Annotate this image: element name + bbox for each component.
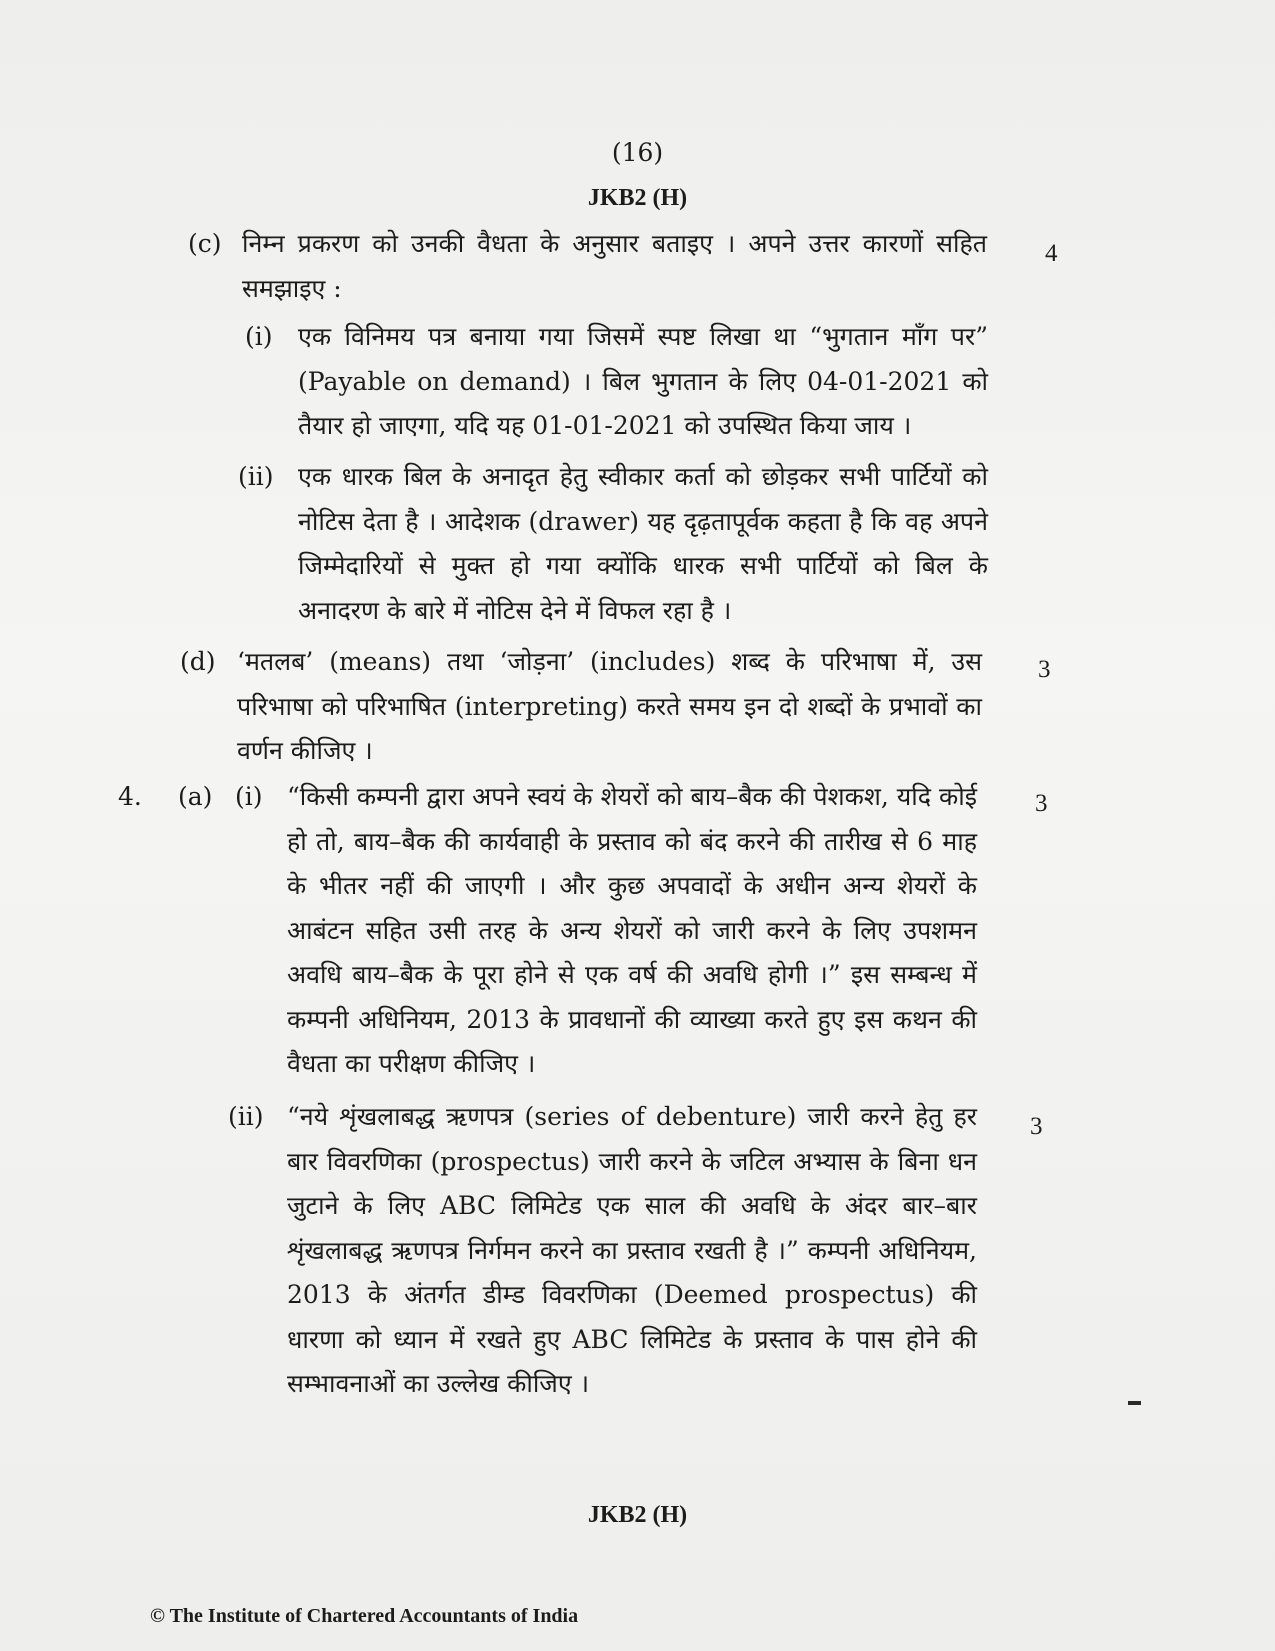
paper-code-footer: JKB2 (H) [587, 1502, 688, 1528]
subquestion-label-c-i: (i) [245, 322, 273, 351]
marks-c: 4 [1045, 240, 1058, 267]
question-number-4: 4. [118, 782, 142, 811]
marks-d: 3 [1038, 656, 1051, 683]
subquestion-c-ii-text: एक धारक बिल के अनादृत हेतु स्वीकार कर्ता को छोड़कर सभी पार्टियों को नोटिस देता है । आदेशक (drawer) यह दृढ़तापूर्वक कहता है कि वह अपने जिम्मेदारियों से मुक्त हो गया क्योंकि धारक सभी पार्टियों को बिल के अनादरण के बारे में नोटिस देने में विफल रहा है । [298, 462, 988, 625]
copyright-notice: © The Institute of Chartered Accountants of India [150, 1605, 579, 1627]
question-label-c: (c) [188, 229, 222, 258]
question-c-text: निम्न प्रकरण को उनकी वैधता के अनुसार बताइए । अपने उत्तर कारणों सहित समझाइए : [242, 229, 987, 303]
marks-4a-i: 3 [1035, 790, 1048, 817]
subquestion-4a-ii-text: “नये शृंखलाबद्ध ऋणपत्र (series of debenture) जारी करने हेतु हर बार विवरणिका (prospectus) जारी करने के जटिल अभ्यास के बिना धन जुटाने के लिए ABC लिमिटेड एक साल की अवधि के अंदर बार–बार शृंखलाबद्ध ऋणपत्र निर्गमन करने का प्रस्ताव रखती है ।” कम्पनी अधिनियम, 2013 के अंतर्गत डीम्ड विवरणिका (Deemed prospectus) की धारणा को ध्यान में रखते हुए ABC लिमिटेड के प्रस्ताव के पास होने की सम्भावनाओं का उल्लेख कीजिए । [287, 1102, 977, 1398]
question-label-d: (d) [180, 647, 216, 676]
question-d-text: ‘मतलब’ (means) तथा ‘जोड़ना’ (includes) शब्द के परिभाषा में, उस परिभाषा को परिभाषित (interpreting) करते समय इन दो शब्दों के प्रभावों का वर्णन कीजिए । [237, 647, 982, 765]
marks-4a-ii: 3 [1030, 1113, 1043, 1140]
subquestion-label-4a-i: (i) [235, 782, 263, 811]
subquestion-label-4a-ii: (ii) [228, 1102, 264, 1131]
paper-code-header: JKB2 (H) [587, 185, 688, 211]
subquestion-c-i-text: एक विनिमय पत्र बनाया गया जिसमें स्पष्ट लिखा था “भुगतान माँग पर” (Payable on demand) । बिल भुगतान के लिए 04-01-2021 को तैयार हो जाएगा, यदि यह 01-01-2021 को उपस्थित किया जाय । [298, 322, 988, 440]
scan-mark [1128, 1401, 1141, 1405]
subquestion-4a-i-text: “किसी कम्पनी द्वारा अपने स्वयं के शेयरों को बाय–बैक की पेशकश, यदि कोई हो तो, बाय–बैक की कार्यवाही के प्रस्ताव को बंद करने की तारीख से 6 माह के भीतर नहीं की जाएगी । और कुछ अपवादों के अधीन अन्य शेयरों के आबंटन सहित उसी तरह के अन्य शेयरों को जारी करने के लिए उपशमन अवधि बाय–बैक के पूरा होने से एक वर्ष की अवधि होगी ।” इस सम्बन्ध में कम्पनी अधिनियम, 2013 के प्रावधानों की व्याख्या करते हुए इस कथन की वैधता का परीक्षण कीजिए । [287, 782, 977, 1078]
page-number: (16) [611, 138, 664, 167]
subquestion-label-c-ii: (ii) [238, 462, 274, 491]
question-label-4a: (a) [178, 782, 213, 811]
